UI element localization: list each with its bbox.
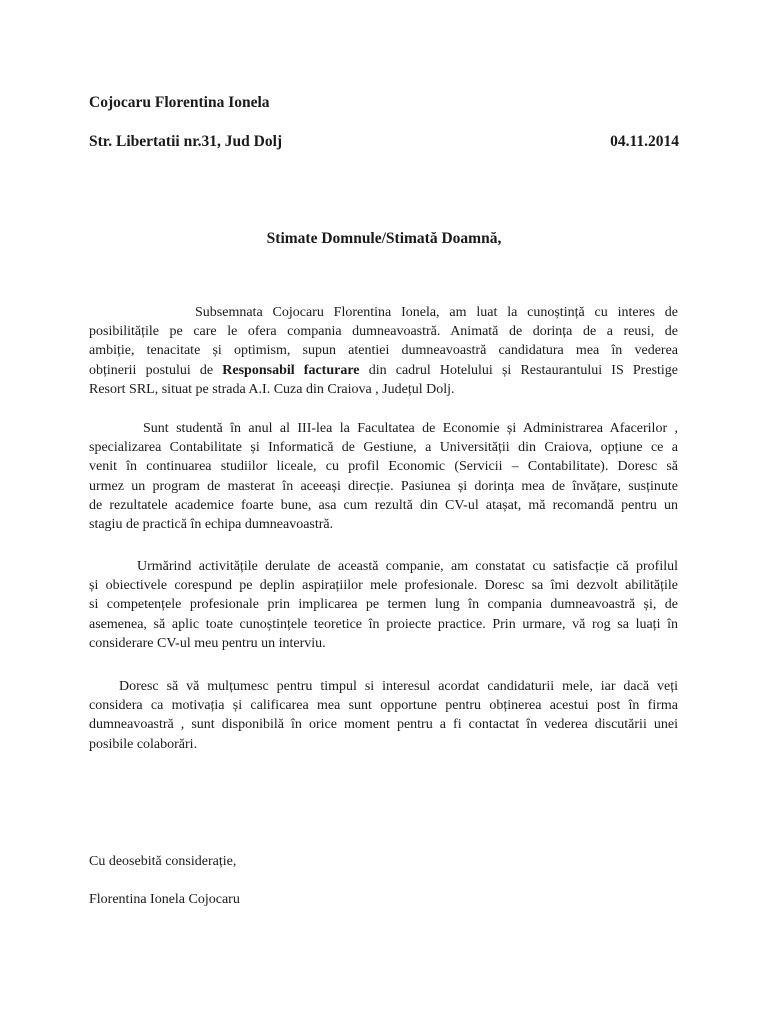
letter-date: 04.11.2014	[610, 133, 679, 150]
paragraph-line: considera ca motivația și calificarea mea sunt opportune pentru obținerea acestui post în firma	[89, 698, 678, 714]
paragraph-line: Resort SRL, situat pe strada A.I. Cuza din Craiova , Județul Dolj.	[89, 381, 455, 397]
paragraph-line	[89, 361, 678, 380]
paragraph-line: și obiectivele corespund pe deplin aspirațiilor mele profesionale. Doresc sa îmi dezvolt abilitățile	[89, 578, 678, 594]
address-row	[89, 133, 679, 151]
paragraph-line: ambiție, tenacitate și optimism, supun atentiei dumneavoastră candidatura mea în vederea	[89, 343, 678, 359]
paragraph-line: urmez un program de masterat în aceeași direcție. Pasiunea și dorința mea de învățare, susținute	[89, 478, 678, 494]
closing-phrase: Cu deosebită considerație,	[89, 854, 237, 869]
paragraph-line: Subsemnata Cojocaru Florentina Ionela, am luat la cunoștință cu interes de	[195, 305, 678, 320]
sender-name: Cojocaru Florentina Ionela	[89, 94, 270, 111]
paragraph-line: stagiu de practică în echipa dumneavoastră.	[89, 517, 334, 533]
salutation: Stimate Domnule/Stimată Doamnă,	[266, 230, 502, 247]
position-title: Responsabil facturare	[222, 362, 360, 378]
paragraph-4	[89, 677, 678, 754]
paragraph-2	[89, 419, 678, 534]
paragraph-line: posibilitățile pe care le ofera compania dumneavoastră. Animată de dorința de a reusi, de	[89, 324, 678, 340]
paragraph-line: dumneavoastră , sunt disponibilă în orice moment pentru a fi contactat în vederea discutării unei	[89, 717, 678, 733]
paragraph-3	[89, 557, 678, 653]
paragraph-line: Doresc să vă mulțumesc pentru timpul si interesul acordat candidaturii mele, iar dacă veți	[119, 679, 678, 694]
paragraph-line: asemenea, să aplic toate cunoștințele teoretice în proiecte practice. Prin urmare, vă rog sa luați în	[89, 616, 678, 632]
paragraph-line: si competențele profesionale prin implicarea pe termen lung în compania dumneavoastră și, de	[89, 597, 678, 613]
paragraph-line: venit în continuarea studiilor liceale, cu profil Economic (Servicii – Contabilitate). Doresc să	[89, 459, 678, 475]
paragraph-line: Sunt studentă în anul al III-lea la Facultatea de Economie și Administrarea Afacerilor ,	[143, 421, 678, 436]
signature-name: Florentina Ionela Cojocaru	[89, 892, 240, 907]
sender-address: Str. Libertatii nr.31, Jud Dolj	[89, 133, 283, 150]
paragraph-line: Urmărind activitățile derulate de această companie, am constatat cu satisfacție că profilul	[137, 559, 678, 574]
paragraph-line: posibile colaborări.	[89, 736, 198, 752]
paragraph-line: considerare CV-ul meu pentru un interviu.	[89, 635, 326, 651]
paragraph-line: specializarea Contabilitate și Informatică de Gestiune, a Universității din Craiova, opțiune ce a	[89, 440, 678, 456]
paragraph-text: obținerii postului de	[89, 362, 223, 378]
paragraph-text: din cadrul Hotelului și Restaurantului IS Prestige	[359, 362, 679, 378]
paragraph-line: de rezultatele academice foarte bune, asa cum rezultă din CV-ul atașat, mă recomandă pentru un	[89, 497, 678, 513]
paragraph-1	[89, 303, 678, 399]
